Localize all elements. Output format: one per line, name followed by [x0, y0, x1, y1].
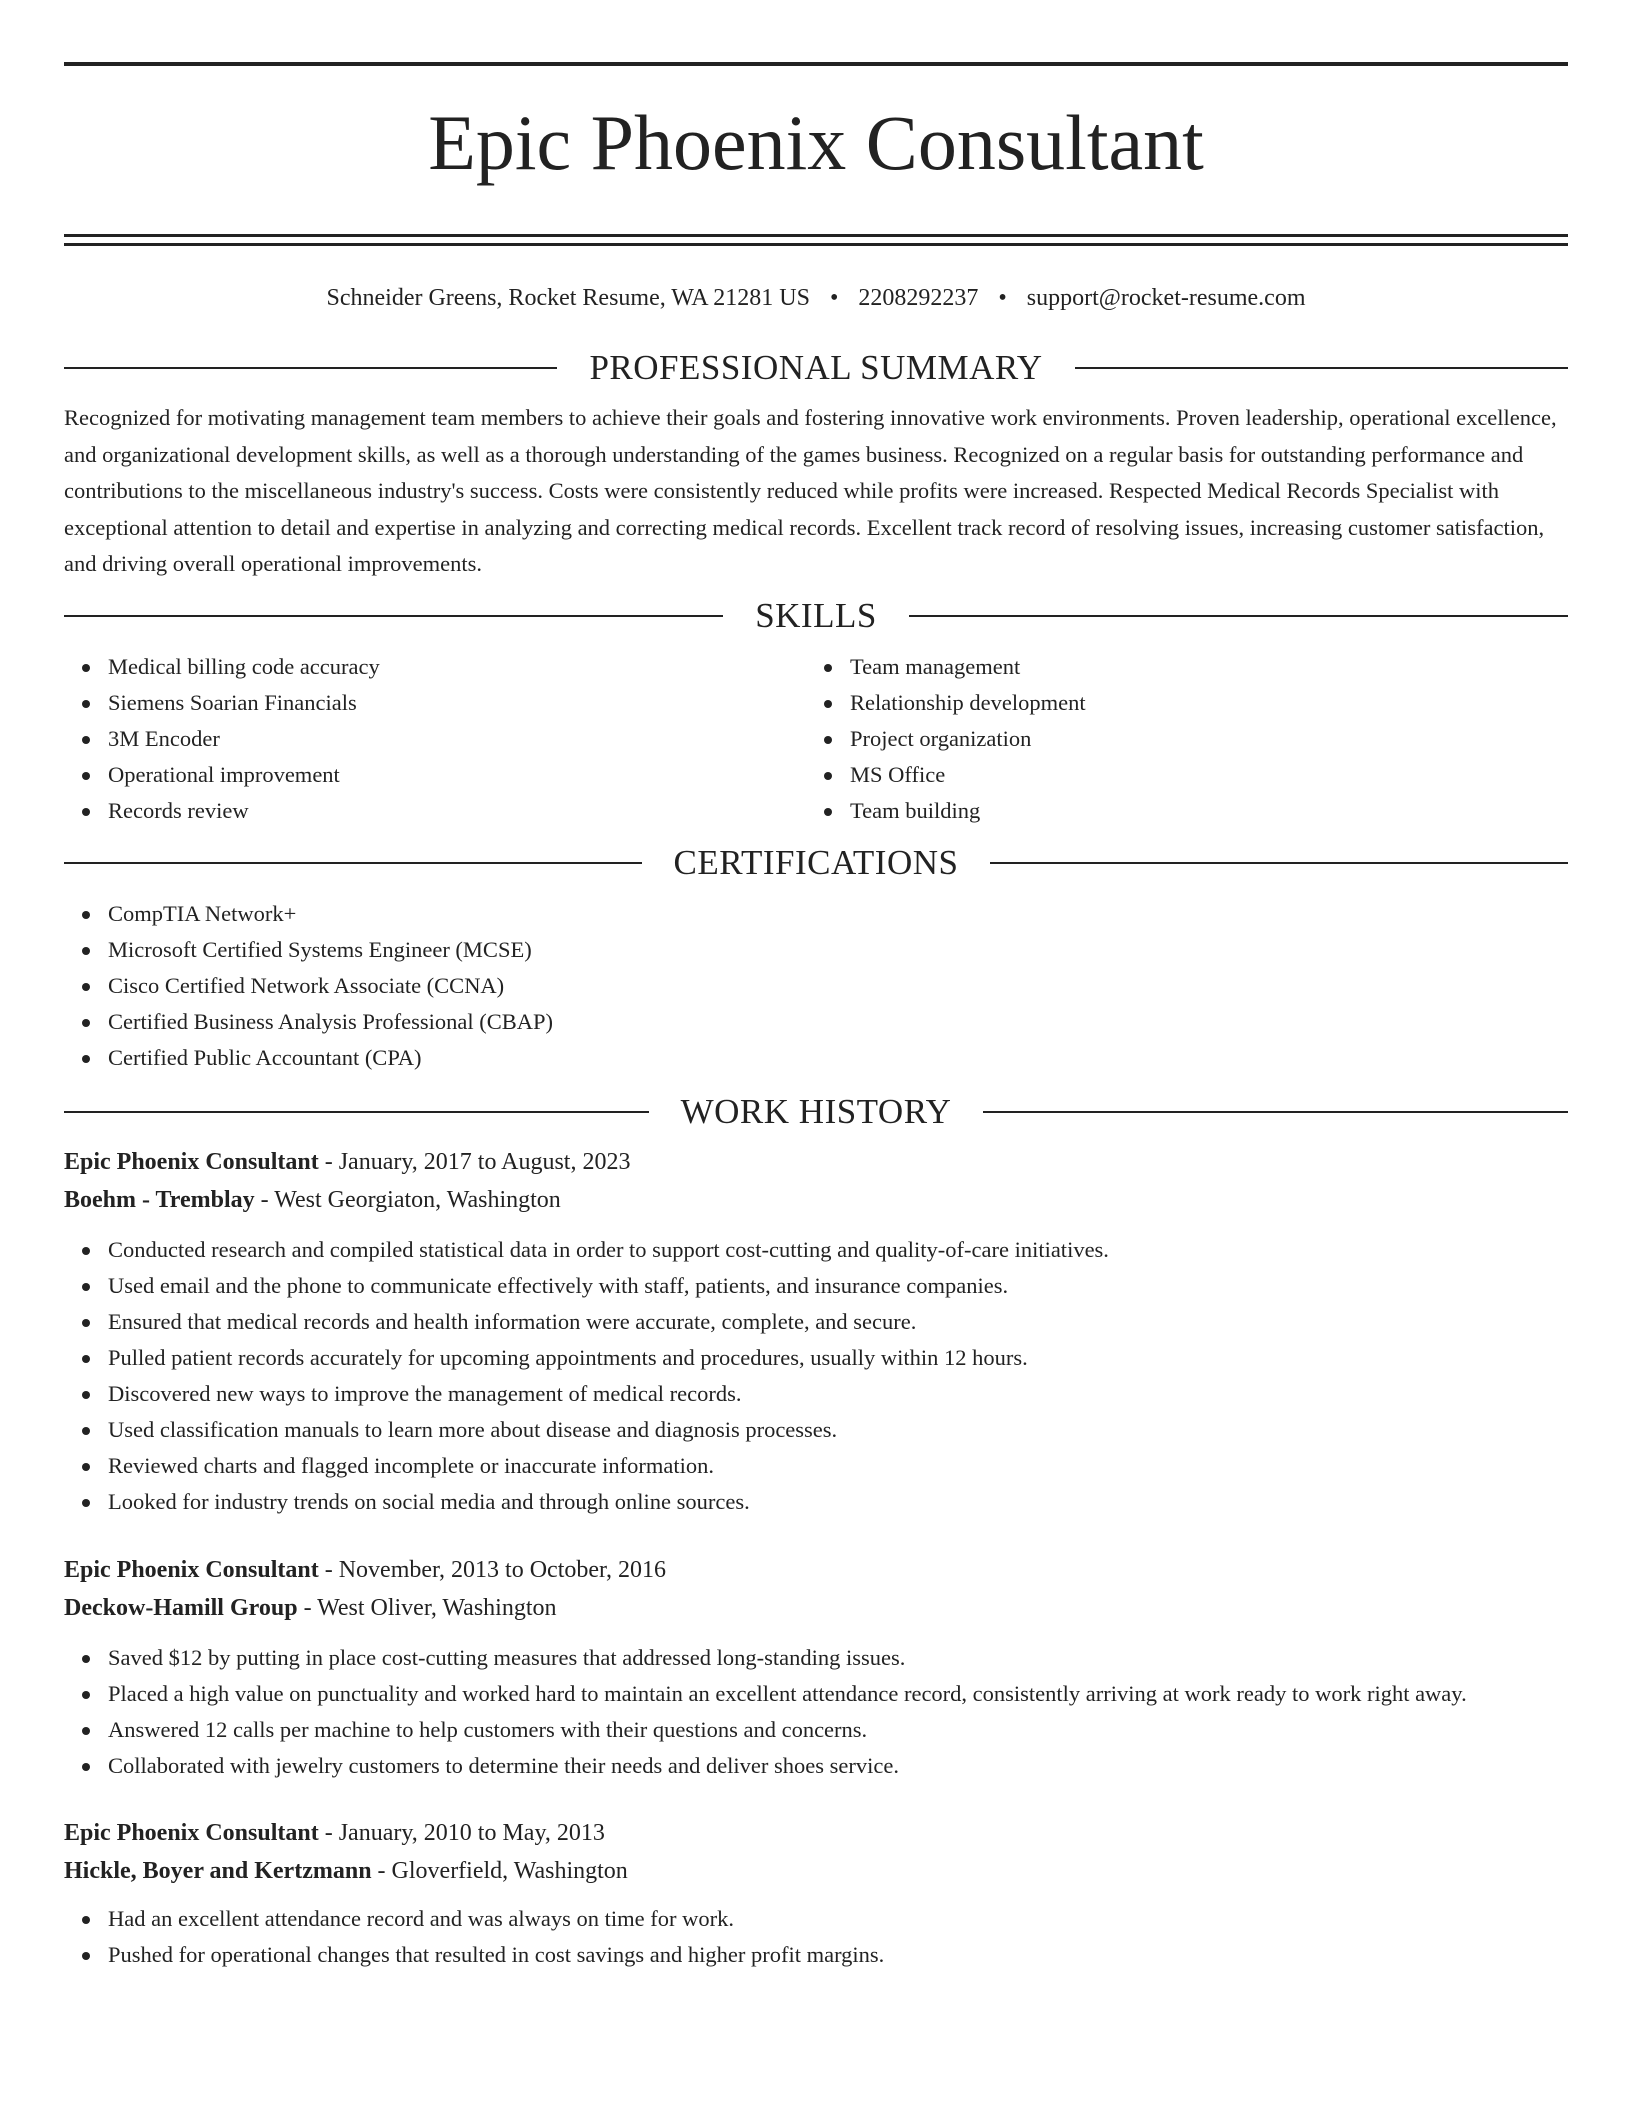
job-dates: - January, 2017 to August, 2023	[318, 1148, 631, 1175]
certification-item: Microsoft Certified Systems Engineer (MCSE)	[108, 932, 1568, 968]
heading-rule	[1075, 367, 1568, 369]
job-bullet: Answered 12 calls per machine to help customers with their questions and concerns.	[108, 1712, 1568, 1748]
heading-rule	[983, 1111, 1568, 1113]
job-location: - West Georgiaton, Washington	[254, 1186, 561, 1213]
skill-item: 3M Encoder	[108, 721, 806, 757]
heading-rule	[64, 367, 557, 369]
job-company: Deckow-Hamill Group	[64, 1594, 298, 1621]
job-bullet: Saved $12 by putting in place cost-cutting measures that addressed long-standing issues.	[108, 1640, 1568, 1676]
job-company-line	[64, 1589, 1568, 1627]
header-double-rule	[64, 234, 1568, 246]
skill-item: Relationship development	[850, 685, 1548, 721]
skills-column-right	[806, 649, 1548, 829]
skill-item: Siemens Soarian Financials	[108, 685, 806, 721]
job-bullet: Looked for industry trends on social media and through online sources.	[108, 1484, 1568, 1520]
job-title: Epic Phoenix Consultant	[64, 1819, 319, 1846]
skills-list-right	[806, 649, 1548, 829]
section-heading-skills	[64, 596, 1568, 636]
contact-email: support@rocket-resume.com	[1026, 285, 1306, 311]
job-location: - West Oliver, Washington	[297, 1594, 557, 1621]
contact-separator: •	[998, 285, 1007, 311]
skills-grid	[64, 649, 1568, 829]
contact-line	[64, 283, 1568, 313]
job-bullet: Collaborated with jewelry customers to determine their needs and deliver shoes service.	[108, 1748, 1568, 1784]
job-company-line	[64, 1852, 1568, 1890]
certifications-list	[64, 896, 1568, 1076]
header-top-rule	[64, 62, 1568, 66]
summary-text: Recognized for motivating management team members to achieve their goals and fostering innovative work environments. Proven leadership, operational excellence, and organizational development skills, as well as a thorough understanding of the games business. Recognized on a regular basis for outstanding performance and contributions to the miscellaneous industry's success. Costs were consistently reduced while profits were increased. Respected Medical Records Specialist with exceptional attention to detail and expertise in analyzing and correcting medical records. Excellent track record of resolving issues, increasing customer satisfaction, and driving overall operational improvements.	[64, 405, 1557, 576]
section-heading-certifications	[64, 843, 1568, 883]
skill-item: Team management	[850, 649, 1548, 685]
skill-item: Medical billing code accuracy	[108, 649, 806, 685]
job-dates: - November, 2013 to October, 2016	[318, 1556, 667, 1583]
job-bullet: Conducted research and compiled statistical data in order to support cost-cutting and quality-of-care initiatives.	[108, 1232, 1568, 1268]
job-location: - Gloverfield, Washington	[371, 1857, 628, 1884]
job-company: Hickle, Boyer and Kertzmann	[64, 1857, 372, 1884]
certification-item: CompTIA Network+	[108, 896, 1568, 932]
skill-item: Team building	[850, 793, 1548, 829]
skill-item: Records review	[108, 793, 806, 829]
skill-item: Project organization	[850, 721, 1548, 757]
job-bullets	[64, 1901, 1568, 1973]
heading-rule	[909, 615, 1568, 617]
job-title-line	[64, 1814, 1568, 1852]
job-entry	[64, 1551, 1568, 1784]
job-bullet: Used classification manuals to learn more about disease and diagnosis processes.	[108, 1412, 1568, 1448]
job-title: Epic Phoenix Consultant	[64, 1148, 319, 1175]
section-heading-work-history	[64, 1092, 1568, 1132]
job-bullet: Had an excellent attendance record and was always on time for work.	[108, 1901, 1568, 1937]
certification-item: Cisco Certified Network Associate (CCNA)	[108, 968, 1568, 1004]
section-heading-summary	[64, 348, 1568, 388]
job-dates: - January, 2010 to May, 2013	[318, 1819, 605, 1846]
contact-phone: 2208292237	[858, 285, 979, 311]
heading-rule	[64, 1111, 649, 1113]
job-bullet: Used email and the phone to communicate effectively with staff, patients, and insurance companies.	[108, 1268, 1568, 1304]
section-title: SKILLS	[755, 595, 877, 635]
job-entry	[64, 1143, 1568, 1520]
contact-address: Schneider Greens, Rocket Resume, WA 21281 US	[326, 285, 810, 311]
job-company: Boehm - Tremblay	[64, 1186, 255, 1213]
resume-content	[64, 62, 1568, 1973]
job-bullet: Ensured that medical records and health information were accurate, complete, and secure.	[108, 1304, 1568, 1340]
job-bullets	[64, 1232, 1568, 1520]
job-title: Epic Phoenix Consultant	[64, 1556, 319, 1583]
heading-rule	[64, 615, 723, 617]
skill-item: MS Office	[850, 757, 1548, 793]
certification-item: Certified Business Analysis Professional (CBAP)	[108, 1004, 1568, 1040]
skill-item: Operational improvement	[108, 757, 806, 793]
skills-list-left	[64, 649, 806, 829]
job-entry	[64, 1814, 1568, 1973]
section-title: WORK HISTORY	[680, 1091, 952, 1131]
certification-item: Certified Public Accountant (CPA)	[108, 1040, 1568, 1076]
job-bullet: Discovered new ways to improve the management of medical records.	[108, 1376, 1568, 1412]
skills-column-left	[64, 649, 806, 829]
section-title: CERTIFICATIONS	[673, 842, 959, 882]
job-bullet: Pulled patient records accurately for upcoming appointments and procedures, usually within 12 hours.	[108, 1340, 1568, 1376]
job-bullet: Reviewed charts and flagged incomplete or inaccurate information.	[108, 1448, 1568, 1484]
job-bullet: Placed a high value on punctuality and worked hard to maintain an excellent attendance record, consistently arriving at work ready to work right away.	[108, 1676, 1568, 1712]
job-bullets	[64, 1640, 1568, 1784]
heading-rule	[990, 862, 1568, 864]
job-title-line	[64, 1551, 1568, 1589]
job-bullet: Pushed for operational changes that resulted in cost savings and higher profit margins.	[108, 1937, 1568, 1973]
heading-rule	[64, 862, 642, 864]
contact-separator: •	[829, 285, 839, 311]
job-company-line	[64, 1181, 1568, 1219]
candidate-name: Epic Phoenix Consultant	[428, 99, 1204, 186]
job-title-line	[64, 1143, 1568, 1181]
section-title: PROFESSIONAL SUMMARY	[589, 348, 1043, 387]
